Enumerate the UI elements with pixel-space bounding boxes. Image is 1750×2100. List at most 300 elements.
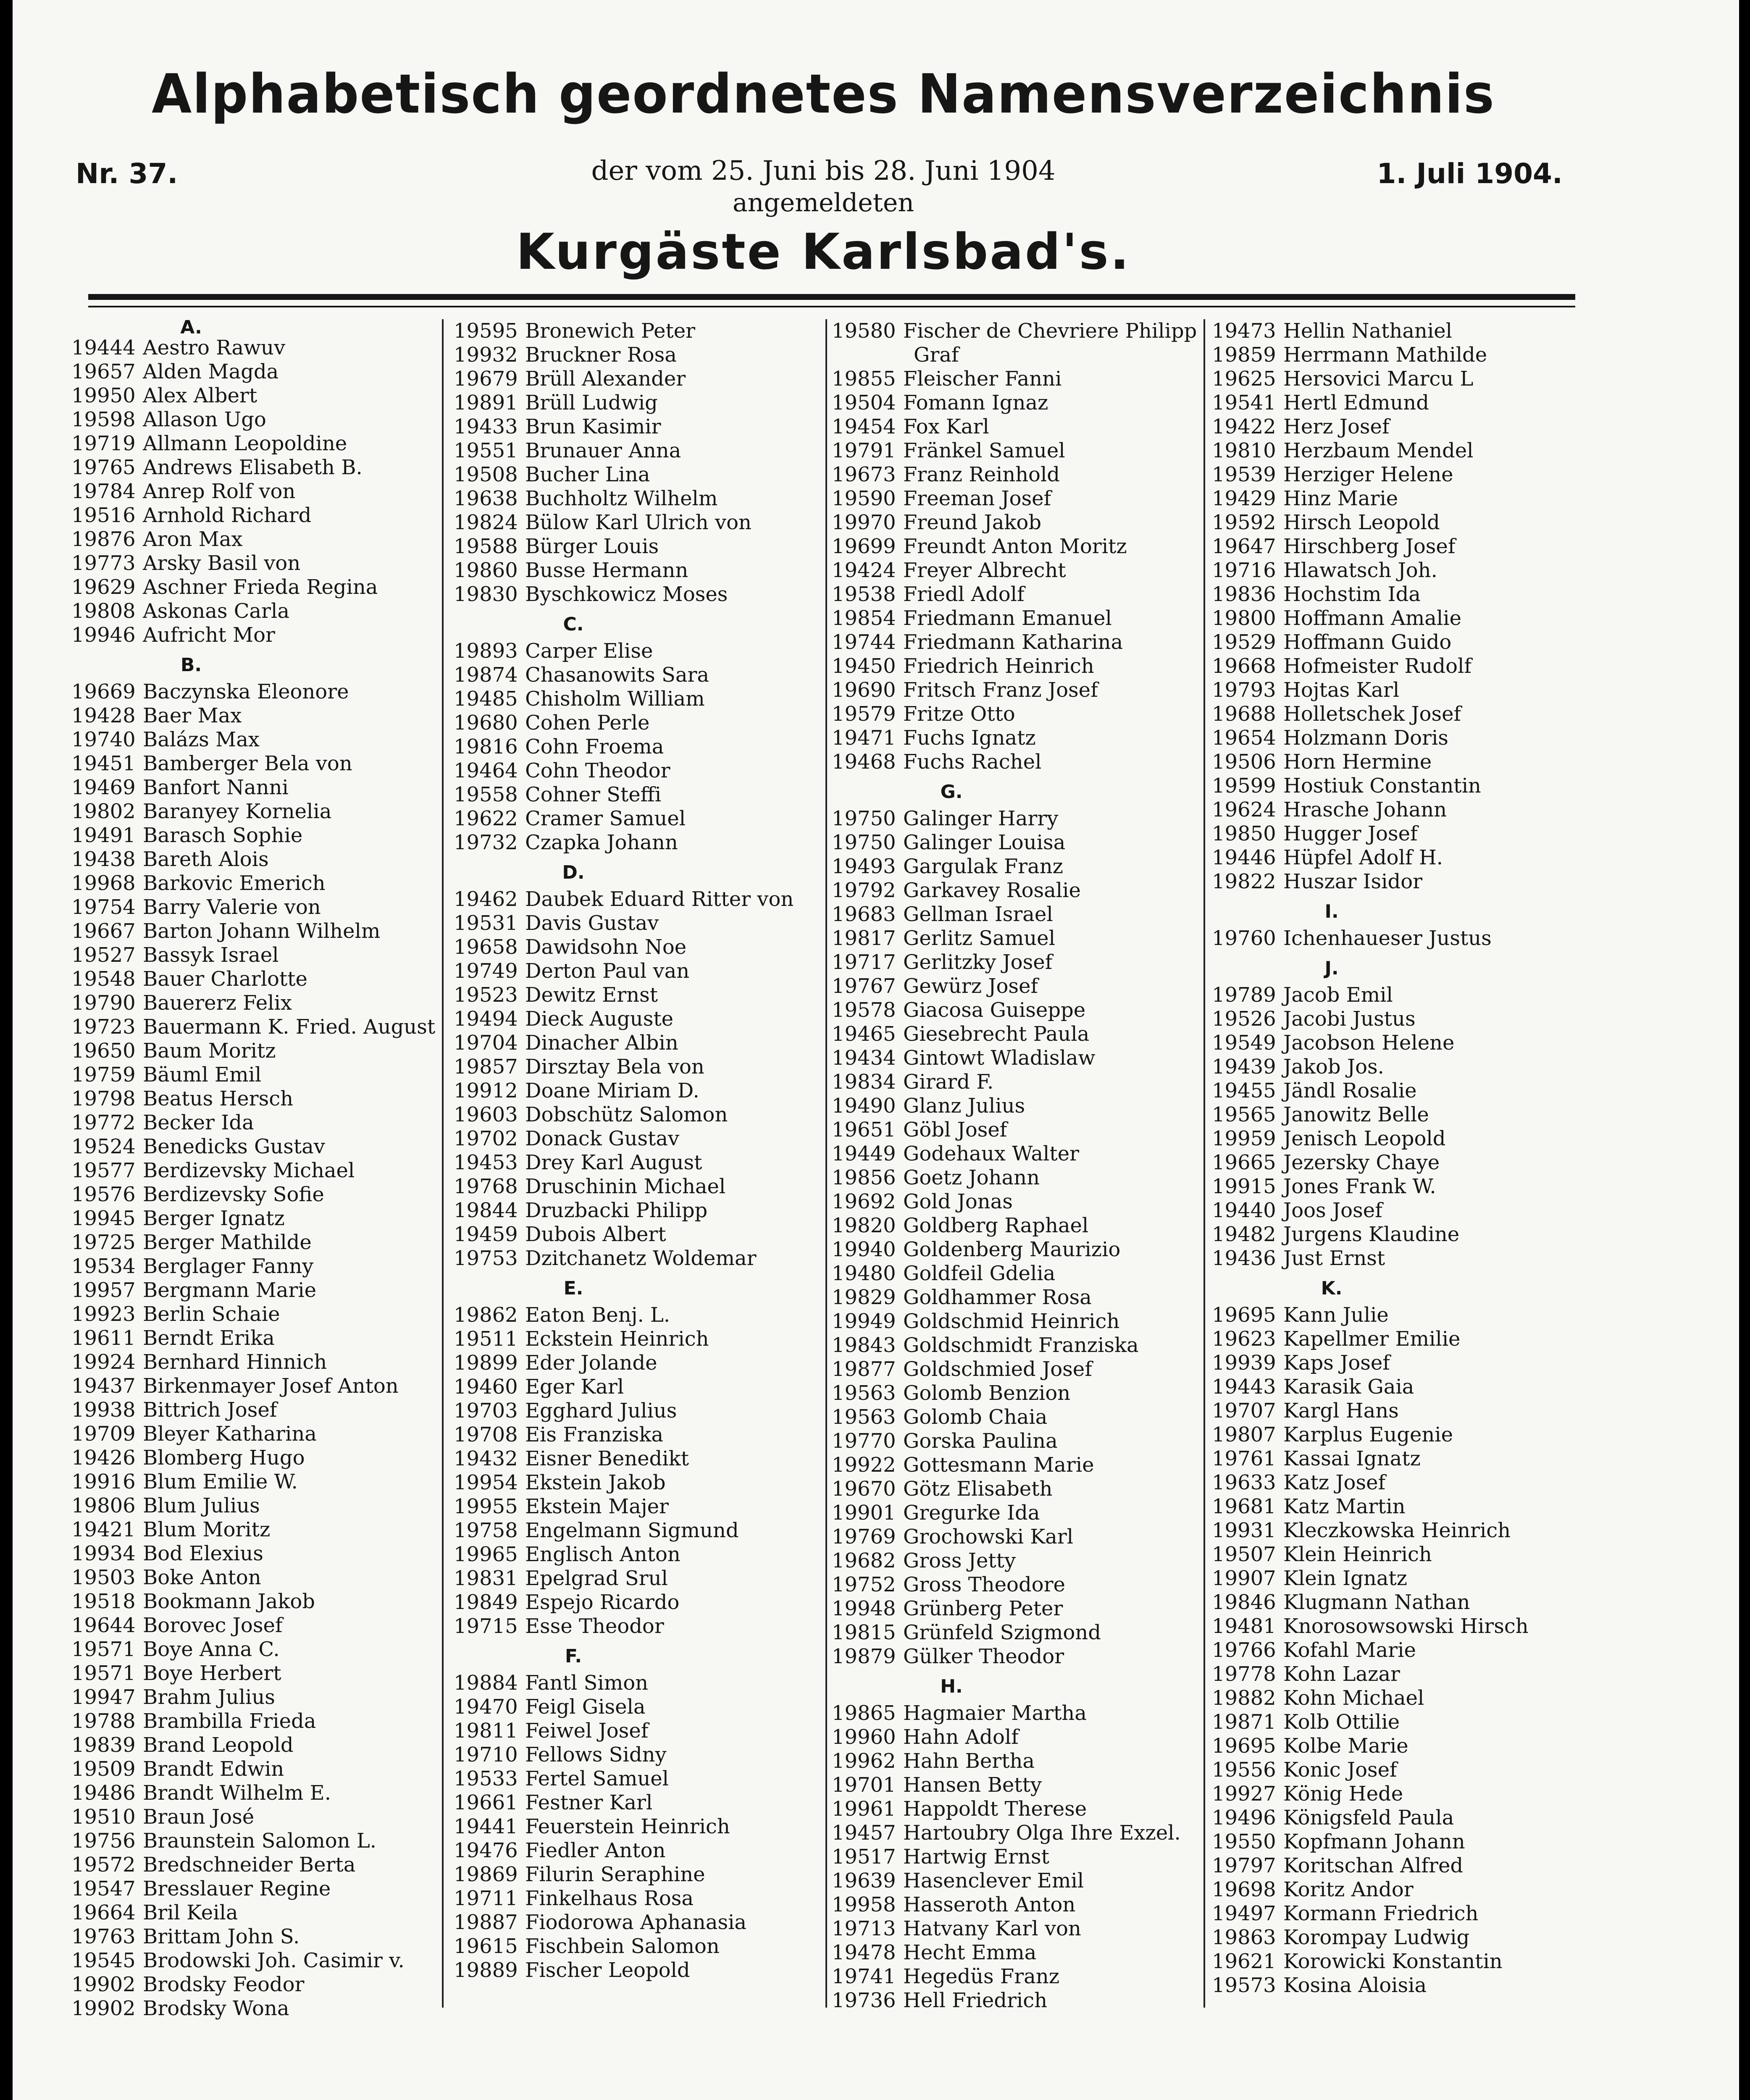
guest-number: 19440 (1212, 1199, 1276, 1222)
guest-number: 19478 (832, 1941, 896, 1964)
guest-name: Hatvany Karl von (903, 1917, 1081, 1940)
list-item (1212, 1662, 1577, 1686)
guest-number: 19949 (832, 1310, 896, 1333)
list-item (454, 559, 819, 583)
guest-name: Jones Frank W. (1283, 1175, 1436, 1198)
guest-name: Goldenberg Maurizio (903, 1238, 1121, 1261)
guest-name: Friedl Adolf (903, 583, 1025, 606)
guest-name: Kolbe Marie (1283, 1734, 1408, 1758)
guest-number: 19644 (71, 1614, 136, 1637)
guest-number: 19450 (832, 654, 896, 678)
list-item (1212, 1247, 1577, 1270)
guest-name: Goldschmied Josef (903, 1357, 1092, 1381)
list-item (71, 599, 437, 623)
list-item (71, 1757, 437, 1781)
guest-number: 19592 (1212, 511, 1276, 534)
guest-number: 19923 (71, 1302, 136, 1326)
list-item (832, 1725, 1197, 1749)
guest-number: 19831 (454, 1567, 518, 1590)
guest-name: Brunauer Anna (525, 439, 681, 462)
guest-name: Gintowt Wladislaw (903, 1046, 1096, 1070)
guest-name: Brodsky Wona (143, 1997, 289, 2020)
guest-name: Brandt Wilhelm E. (143, 1781, 331, 1805)
guest-number: 19769 (832, 1525, 896, 1549)
guest-number: 19527 (71, 943, 136, 967)
guest-number: 19658 (454, 935, 518, 959)
page-title: Alphabetisch geordnetes Namensverzeichnis (152, 63, 1495, 126)
guest-number: 19436 (1212, 1247, 1276, 1270)
guest-name: Kolb Ottilie (1283, 1710, 1400, 1734)
list-item (832, 1573, 1197, 1597)
list-item (454, 1958, 819, 1982)
guest-name: Bülow Karl Ulrich von (525, 511, 752, 534)
guest-number: 19590 (832, 487, 896, 510)
list-item (1212, 583, 1577, 606)
guest-number: 19798 (71, 1087, 136, 1110)
guest-number: 19843 (832, 1334, 896, 1357)
list-item (1212, 1007, 1577, 1031)
guest-name: Eisner Benedikt (525, 1447, 689, 1470)
issue-date: 1. Juli 1904. (1377, 158, 1563, 190)
guest-name: Karasik Gaia (1283, 1375, 1414, 1399)
guest-number: 19523 (454, 983, 518, 1007)
list-item (71, 752, 437, 776)
guest-number: 19599 (1212, 774, 1276, 798)
list-item (832, 1965, 1197, 1989)
guest-name: Fischbein Salomon (525, 1935, 720, 1958)
list-item (1212, 1734, 1577, 1758)
list-item (454, 1007, 819, 1031)
list-item (832, 1477, 1197, 1501)
guest-number: 19638 (454, 487, 518, 510)
guest-number: 19493 (832, 855, 896, 878)
guest-number: 19429 (1212, 487, 1276, 510)
guest-number: 19902 (71, 1997, 136, 2020)
list-item (71, 1638, 437, 1662)
list-item (1212, 511, 1577, 535)
list-item (71, 432, 437, 456)
guest-name: Hinz Marie (1283, 487, 1398, 510)
guest-number: 19811 (454, 1719, 518, 1743)
guest-number: 19545 (71, 1949, 136, 1972)
list-item (1212, 750, 1577, 774)
list-item (1212, 1519, 1577, 1543)
guest-name: Janowitz Belle (1283, 1103, 1429, 1126)
guest-name: Hoffmann Guido (1283, 630, 1452, 654)
guest-name: Gellman Israel (903, 903, 1053, 926)
guest-name: Ekstein Majer (525, 1495, 669, 1518)
list-item (832, 998, 1197, 1022)
guest-number: 19765 (71, 456, 136, 479)
guest-number: 19421 (71, 1518, 136, 1541)
guest-name: Brittam John S. (143, 1925, 300, 1948)
guest-name: Fiodorowa Aphanasia (525, 1911, 747, 1934)
guest-name: Hahn Bertha (903, 1749, 1035, 1773)
guest-name: Anrep Rolf von (143, 480, 296, 503)
list-item (71, 1566, 437, 1590)
guest-number: 19954 (454, 1471, 518, 1494)
guest-number: 19490 (832, 1094, 896, 1118)
list-item (832, 1525, 1197, 1549)
list-item (454, 1495, 819, 1519)
list-item (1212, 1423, 1577, 1447)
guest-number: 19766 (1212, 1638, 1276, 1662)
guest-name: Busse Hermann (525, 559, 688, 582)
guest-name: König Hede (1283, 1782, 1403, 1806)
guest-number: 19451 (71, 752, 136, 775)
guest-number: 19547 (71, 1877, 136, 1900)
guest-name: Benedicks Gustav (143, 1135, 325, 1158)
guest-number: 19740 (71, 728, 136, 751)
guest-number: 19667 (71, 919, 136, 943)
guest-number: 19792 (832, 879, 896, 902)
guest-name: Hegedüs Franz (903, 1965, 1059, 1988)
list-item (1212, 983, 1577, 1007)
guest-number: 19441 (454, 1815, 518, 1838)
list-item (454, 639, 819, 663)
list-item (832, 1405, 1197, 1429)
list-item (454, 1055, 819, 1079)
guest-number: 19839 (71, 1733, 136, 1757)
list-item (71, 623, 437, 647)
guest-name: Jändl Rosalie (1283, 1079, 1417, 1102)
guest-number: 19481 (1212, 1614, 1276, 1638)
guest-number: 19437 (71, 1374, 136, 1398)
guest-name: Aron Max (143, 528, 243, 551)
list-item (71, 1231, 437, 1255)
guest-name: Hoffmann Amalie (1283, 606, 1461, 630)
guest-name: Kohn Michael (1283, 1686, 1424, 1710)
list-item (71, 1494, 437, 1518)
guest-name: Golomb Chaia (903, 1405, 1048, 1429)
guest-name: Hochstim Ida (1283, 583, 1421, 606)
list-item (71, 408, 437, 432)
guest-name: Czapka Johann (525, 831, 678, 854)
guest-number: 19665 (1212, 1151, 1276, 1174)
guest-name: Bresslauer Regine (143, 1877, 331, 1900)
guest-number: 19807 (1212, 1423, 1276, 1446)
list-item (1212, 1399, 1577, 1423)
guest-name: Cohen Perle (525, 711, 650, 735)
list-item (1212, 1471, 1577, 1495)
guest-number: 19879 (832, 1645, 896, 1668)
guest-name: Fuchs Rachel (903, 750, 1042, 774)
list-item (832, 1797, 1197, 1821)
guest-name: Freundt Anton Moritz (903, 535, 1127, 558)
list-item (832, 1334, 1197, 1357)
list-item (1212, 1926, 1577, 1950)
list-item (1212, 1223, 1577, 1247)
guest-number: 19506 (1212, 750, 1276, 774)
list-item (832, 1869, 1197, 1893)
guest-name: Godehaux Walter (903, 1142, 1079, 1166)
guest-number: 19563 (832, 1405, 896, 1429)
list-item (71, 1302, 437, 1326)
guest-number: 19598 (71, 408, 136, 431)
list-item (1212, 1686, 1577, 1710)
guest-number: 19623 (1212, 1327, 1276, 1351)
guest-name: Bril Keila (143, 1901, 238, 1924)
list-item (71, 1973, 437, 1997)
guest-number: 19476 (454, 1839, 518, 1862)
guest-name: Boye Herbert (143, 1662, 281, 1685)
guest-name: Alex Albert (143, 384, 258, 407)
list-item (832, 1357, 1197, 1381)
guest-number: 19815 (832, 1621, 896, 1644)
list-item (1212, 1199, 1577, 1223)
guest-number: 19756 (71, 1829, 136, 1853)
guest-number: 19749 (454, 959, 518, 983)
list-item (71, 967, 437, 991)
list-item (71, 1135, 437, 1159)
list-item (1212, 1103, 1577, 1127)
list-item (71, 1853, 437, 1877)
guest-name: Bauererz Felix (143, 991, 292, 1015)
list-item (832, 678, 1197, 702)
guest-number: 19709 (71, 1422, 136, 1446)
guest-name: Gülker Theodor (903, 1645, 1064, 1668)
guest-number: 19422 (1212, 415, 1276, 438)
list-item (454, 711, 819, 735)
guest-number: 19863 (1212, 1926, 1276, 1949)
list-item (1212, 1830, 1577, 1854)
guest-name: Glanz Julius (903, 1094, 1025, 1118)
guest-name: Klein Heinrich (1283, 1543, 1432, 1566)
guest-number: 19732 (454, 831, 518, 854)
guest-number: 19934 (71, 1542, 136, 1565)
guest-name: Finkelhaus Rosa (525, 1887, 694, 1910)
list-item (454, 343, 819, 367)
guest-name: Blomberg Hugo (143, 1446, 305, 1470)
guest-number: 19778 (1212, 1662, 1276, 1686)
list-item (832, 702, 1197, 726)
guest-number: 19854 (832, 606, 896, 630)
list-item (454, 1695, 819, 1719)
name-column-1 (71, 319, 437, 2021)
guest-name: Dobschütz Salomon (525, 1103, 728, 1126)
guest-name: Katz Josef (1283, 1471, 1386, 1494)
list-item (71, 1709, 437, 1733)
guest-number: 19916 (71, 1470, 136, 1494)
guest-number: 19453 (454, 1151, 518, 1174)
guest-number: 19690 (832, 678, 896, 702)
guest-name: Brandt Edwin (143, 1757, 284, 1781)
guest-name: Brodsky Feodor (143, 1973, 305, 1996)
guest-name: Balázs Max (143, 728, 260, 751)
list-item (71, 1877, 437, 1901)
guest-number: 19603 (454, 1103, 518, 1126)
guest-name: Grünfeld Szigmond (903, 1621, 1101, 1644)
guest-name: Goldberg Raphael (903, 1214, 1089, 1237)
guest-name: Gewürz Josef (903, 974, 1038, 998)
guest-name: Esse Theodor (525, 1614, 664, 1638)
guest-name: Hahn Adolf (903, 1725, 1019, 1749)
guest-number: 19950 (71, 384, 136, 407)
list-item (1212, 1878, 1577, 1902)
list-item (1212, 1806, 1577, 1830)
header-rule-thin (88, 306, 1575, 307)
list-item (832, 559, 1197, 583)
list-item (454, 759, 819, 783)
guest-number: 19887 (454, 1911, 518, 1934)
list-item (454, 911, 819, 935)
guest-number: 19824 (454, 511, 518, 534)
guest-name: Katz Martin (1283, 1495, 1406, 1518)
guest-name: Alden Magda (143, 360, 279, 383)
list-item (71, 1733, 437, 1757)
guest-number: 19565 (1212, 1103, 1276, 1126)
guest-name: Brun Kasimir (525, 415, 661, 438)
guest-name: Bruckner Rosa (525, 343, 677, 367)
guest-number: 19938 (71, 1398, 136, 1422)
guest-number: 19464 (454, 759, 518, 782)
guest-number: 19716 (1212, 559, 1276, 582)
guest-number: 19449 (832, 1142, 896, 1166)
guest-number: 19576 (71, 1183, 136, 1206)
guest-number: 19817 (832, 927, 896, 950)
list-item (832, 1645, 1197, 1669)
guest-number: 19664 (71, 1901, 136, 1924)
guest-number: 19940 (832, 1238, 896, 1261)
guest-name: Eis Franziska (525, 1423, 664, 1446)
guest-number: 19673 (832, 463, 896, 486)
guest-number: 19434 (832, 1046, 896, 1070)
list-item (454, 1567, 819, 1591)
list-item (1212, 1055, 1577, 1079)
guest-name: Galinger Louisa (903, 831, 1066, 854)
guest-name: Berger Ignatz (143, 1207, 285, 1230)
guest-number: 19680 (454, 711, 518, 735)
guest-number: 19654 (1212, 726, 1276, 750)
list-item (71, 895, 437, 919)
guest-number: 19741 (832, 1965, 896, 1988)
guest-number: 19548 (71, 967, 136, 991)
name-column-3 (832, 319, 1197, 2013)
guest-name: Baer Max (143, 704, 242, 727)
guest-number: 19496 (1212, 1806, 1276, 1830)
section-letter: E. (563, 1278, 583, 1299)
list-item (454, 1175, 819, 1199)
guest-name: Kann Julie (1283, 1303, 1389, 1327)
guest-name: Bucher Lina (525, 463, 650, 486)
guest-number: 19454 (832, 415, 896, 438)
list-item (454, 1614, 819, 1638)
guest-name: Hojtas Karl (1283, 678, 1400, 702)
guest-name: Bergmann Marie (143, 1278, 317, 1302)
list-item (1212, 1375, 1577, 1399)
guest-name: Golomb Benzion (903, 1381, 1071, 1405)
guest-number: 19770 (832, 1429, 896, 1453)
guest-name: Götz Elisabeth (903, 1477, 1053, 1501)
guest-number: 19473 (1212, 319, 1276, 343)
list-item (454, 1935, 819, 1958)
list-item (71, 1662, 437, 1685)
guest-number: 19877 (832, 1357, 896, 1381)
guest-name: Banfort Nanni (143, 776, 289, 799)
list-item (1212, 535, 1577, 559)
guest-name: Eger Karl (525, 1375, 624, 1399)
guest-number: 19856 (832, 1166, 896, 1189)
list-item (71, 919, 437, 943)
guest-number: 19480 (832, 1262, 896, 1285)
guest-name: Hasseroth Anton (903, 1893, 1076, 1916)
guest-number: 19504 (832, 391, 896, 415)
guest-number: 19558 (454, 783, 518, 806)
list-item (71, 384, 437, 408)
list-item (454, 1519, 819, 1543)
guest-number: 19615 (454, 1935, 518, 1958)
guest-name: Davis Gustav (525, 911, 659, 935)
list-item (454, 1247, 819, 1270)
guest-name: Bürger Louis (525, 535, 659, 558)
list-item (832, 606, 1197, 630)
list-item (832, 879, 1197, 903)
list-item (71, 1422, 437, 1446)
guest-name: Jezersky Chaye (1283, 1151, 1440, 1174)
list-item (71, 680, 437, 704)
list-item (71, 1997, 437, 2021)
guest-name: Dzitchanetz Woldemar (525, 1247, 757, 1270)
guest-name: Herrmann Mathilde (1283, 343, 1487, 367)
guest-name: Kassai Ignatz (1283, 1447, 1421, 1470)
guest-number: 19661 (454, 1791, 518, 1814)
guest-name: Feuerstein Heinrich (525, 1815, 730, 1838)
guest-number: 19457 (832, 1821, 896, 1845)
list-item (454, 935, 819, 959)
guest-name: Franz Reinhold (903, 463, 1060, 486)
list-item (71, 1326, 437, 1350)
list-item (71, 1781, 437, 1805)
section-letter: D. (562, 862, 585, 883)
registered-text: angemeldeten (732, 188, 914, 218)
list-item (1212, 726, 1577, 750)
list-item (454, 463, 819, 487)
guest-number: 19970 (832, 511, 896, 534)
guest-number: 19717 (832, 950, 896, 974)
list-item (832, 1621, 1197, 1645)
guest-number: 19962 (832, 1749, 896, 1773)
guest-number: 19750 (832, 807, 896, 830)
guest-number: 19682 (832, 1549, 896, 1572)
list-item (832, 415, 1197, 439)
guest-number: 19462 (454, 887, 518, 911)
list-item (71, 872, 437, 895)
list-item (71, 1542, 437, 1566)
list-item (71, 1470, 437, 1494)
guest-number: 19563 (832, 1381, 896, 1405)
guest-name: Fischer de Chevriere Philipp (903, 319, 1197, 343)
guest-number: 19692 (832, 1190, 896, 1213)
column-divider (442, 319, 444, 2008)
guest-name: Dieck Auguste (525, 1007, 674, 1031)
guest-name: Brüll Alexander (525, 367, 686, 391)
list-item (832, 903, 1197, 927)
guest-number: 19650 (71, 1039, 136, 1063)
list-item (1212, 927, 1577, 950)
guest-number: 19922 (832, 1453, 896, 1477)
list-item (71, 360, 437, 384)
list-item (454, 1719, 819, 1743)
list-item (832, 807, 1197, 831)
guest-name: Hirsch Leopold (1283, 511, 1440, 534)
list-item (71, 1278, 437, 1302)
guest-number: 19816 (454, 735, 518, 759)
list-item (832, 1501, 1197, 1525)
guest-number: 19844 (454, 1199, 518, 1222)
guest-name: Brand Leopold (143, 1733, 294, 1757)
guest-number: 19719 (71, 432, 136, 455)
guest-number: 19859 (1212, 343, 1276, 367)
